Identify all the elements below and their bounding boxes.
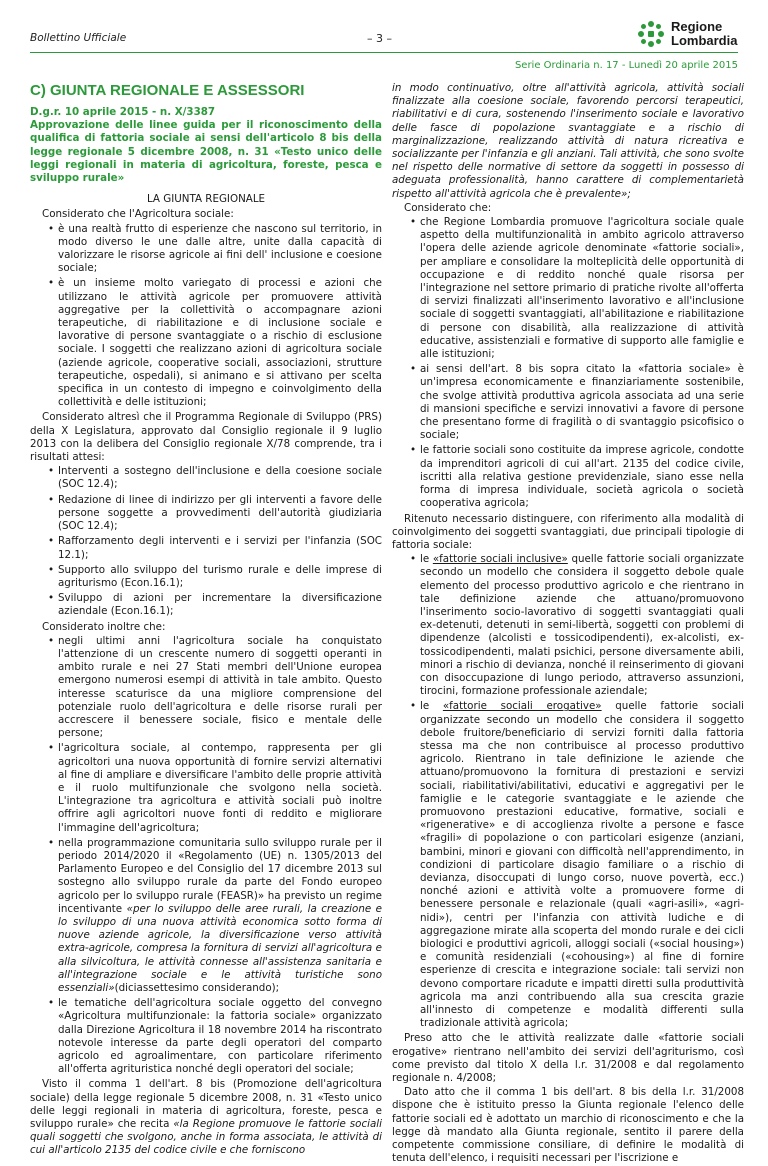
header-divider <box>30 52 738 53</box>
quoted-text: «la Regione promuove le fattorie sociali quali soggetti che svolgono, anche in forma associata, le attività di cui all'articolo 2135 del codice civile e che forniscono <box>30 1118 383 1157</box>
list-item: • le «fattorie sociali erogative» quelle fattorie sociali organizzate secondo un modello che considera il soggetto debole fruitore/beneficiario di servizi forniti dalla fattoria stessa ma che non contribuisce al processo produttivo agricolo. Rientrano in tale definizione le aziende che attuano/promuovono la fornitura di prestazioni e servizi sociali, riabilitativi/abilitativi, educativi e aggregativi per le famiglie e le categorie svantaggiate e le aziende che promuovono prestazioni educative, formative, sociali e «rigenerative» e di accoglienza rivolte a persone e fasce «fragili» di popolazione o con particolari esigenze (anziani, bambini, minori e giovani con difficoltà nell'apprendimento, in condizioni di particolare disagio familiare o a rischio di devianza, disoccupati di lungo corso, nuove povertà, ecc.) nonché azioni e attività volte a promuovere forme di benessere personale e relazionale (quali «agri-asili», «agri-nidi»), centri per l'infanzia con attività ludiche e di aggregazione mirate alla scoperta del mondo rurale e dei cicli biologici e produttivi agricoli, alloggi sociali («social housing») e comunità residenziali («cohousing») al fine di fornire esperienze di crescita e integrazione sociale: tali servizi non devono comportare ricadute e impatti diretti sulla produttività agricola ma anzi contribuendo alla sua crescita grazie all'innesto di competenze e modalità differenti sulla tradizionale attività agricola; <box>420 700 744 1030</box>
list-item: • che Regione Lombardia promuove l'agricoltura sociale quale aspetto della multifunzionalità in ambito agricolo attraverso l'opera delle aziende agricole denominate «fattorie sociali», per ampliare e consolidare la molteplicità delle opportunità di occupazione e di reddito nonché quale risorsa per l'integrazione nel settore primario di pratiche rivolte all'offerta di servizi finalizzati all'inserimento lavorativo e all'inclusione sociale di soggetti svantaggiati, all'abilitazione e riabilitazione di persone con disabilità, alla realizzazione di attività educative, assistenziali e formative di supporto alle famiglie e alle istituzioni; <box>420 216 744 361</box>
regione-lombardia-logo <box>637 20 747 56</box>
bullet-list <box>30 223 382 410</box>
paragraph: Dato atto che il comma 1 bis dell'art. 8 bis della l.r. 31/2008 dispone che è istituito presso la Giunta regionale l'elenco delle fattorie sociali ed è adottato un marchio di riconoscimento e che la legge dà mandato alla Giunta regionale, sentito il parere della competente commissione consiliare, di definire le modalità di tenuta dell'elenco, i requisiti necessari per l'iscrizione e <box>392 1086 744 1165</box>
page-number: – 3 – <box>367 32 392 45</box>
publication-name: Bollettino Ufficiale <box>30 32 127 44</box>
text-run: (diciassettesimo considerando); <box>114 982 280 994</box>
logo-line1: Regione <box>671 19 723 34</box>
list-item: • è una realtà frutto di esperienze che nascono sul territorio, in modo diverso le une dalle altre, unite dalla capacità di valorizzare le risorse agricole ai fini dell' inclusione e coesione sociale; <box>58 223 382 276</box>
paragraph: Considerato altresì che il Programma Regionale di Sviluppo (PRS) della X Legislatura, approvato dal Consiglio regionale il 9 luglio 2013 con la delibera del Consiglio regionale X/78 comprende, tra i risultati attesi: <box>30 411 382 464</box>
paragraph: Preso atto che le attività realizzate dalle «fattorie sociali erogative» rientrano nell'ambito dei servizi dell'agriturismo, così come previsto dal titolo X della l.r. 31/2008 e dal regolamento regionale n. 4/2008; <box>392 1032 744 1085</box>
dgr-reference: D.g.r. 10 aprile 2015 - n. X/3387 <box>30 106 216 118</box>
series-line: Serie Ordinaria n. 17 - Lunedì 20 aprile 2015 <box>514 60 738 71</box>
paragraph: Ritenuto necessario distinguere, con riferimento alla modalità di coinvolgimento dei soggetti svantaggiati, due principali tipologie di fattoria sociale: <box>392 512 744 551</box>
list-item: • ai sensi dell'art. 8 bis sopra citato la «fattoria sociale» è un'impresa economicamente e finanziariamente sostenibile, che svolge attività produttiva agricola associata ad una serie di mansioni specifiche e servizi innovativi a favore di persone che presentano forme di fragilità o di svantaggio psicofisico o sociale; <box>420 363 744 442</box>
paragraph <box>30 1078 382 1157</box>
bullet-list <box>392 216 744 510</box>
list-item: • Interventi a sostegno dell'inclusione e della coesione sociale (SOC 12.4); <box>58 465 382 491</box>
list-item: • Rafforzamento degli interventi e i servizi per l'infanzia (SOC 12.1); <box>58 535 382 561</box>
body-heading: LA GIUNTA REGIONALE <box>146 193 266 206</box>
quoted-text: «per lo sviluppo delle aree rurali, la creazione e lo sviluppo di una nuova attività economica sotto forma di nuove aziende agricole, la diversificazione verso attività extra-agricole, compresa la fornitura di servizi all'agricoltura e alla silvicoltura, le attività connesse all'assistenza sanitaria e all'integrazione sociale e le attività turistiche sono essenziali» <box>58 902 382 994</box>
bullet-list <box>30 635 382 1077</box>
section-title: C) GIUNTA REGIONALE E ASSESSORI <box>30 82 305 99</box>
paragraph: Considerato inoltre che: <box>42 620 166 633</box>
page-header <box>0 0 768 80</box>
list-item: • le «fattorie sociali inclusive» quelle fattorie sociali organizzate secondo un modello che considera il soggetto debole quale elemento del processo produttivo agricolo e che rientrano in tale definizione aziende che attuano/promuovono l'inserimento socio-lavorativo di soggetti svantaggiati quali ex-detenuti, detenuti in semi-libertà, soggetti con problemi di dipendenze (alcolisti e tossicodipendenti), ex-alcolisti, ex-tossicodipendenti, malati psichici, persone diversamente abili, minori a rischio di devianza, nonché il reinserimento di giovani con disoccupazione di lungo periodo, attraverso assunzioni, tirocini, formazione professionale aziendale; <box>420 553 744 698</box>
rose-camuna-icon <box>637 20 665 48</box>
right-column <box>392 82 744 1166</box>
logo-line2: Lombardia <box>671 33 738 48</box>
bullet-list <box>392 553 744 1030</box>
bullet-list <box>30 465 382 618</box>
paragraph: Considerato che: <box>404 201 492 214</box>
term-link: «fattorie sociali erogative» <box>442 700 602 713</box>
quoted-text: in modo continuativo, oltre all'attività agricola, attività sociali finalizzate alla coesione sociale, favorendo percorsi terapeutici, riabilitativi e di cura, sostenendo l'inserimento sociale e lavorativo delle fasce di popolazione svantaggiate e a rischio di marginalizzazione, realizzando attività di natura ricreativa e socializzante per l'infanzia e gli anziani. Tali attività, che sono svolte nel rispetto delle normative di settore da soggetti in possesso di adeguata professionalità, hanno carattere di complementarietà rispetto all'attività agricola che è prevalente»; <box>392 82 744 200</box>
paragraph: Considerato che l'Agricoltura sociale: <box>42 208 234 221</box>
text-run: Visto il comma 1 dell'art. 8 bis (Promozione dell'agricoltura sociale) della legge regionale 5 dicembre 2008, n. 31 «Testo unico delle leggi regionali in materia di agricoltura, foreste, pesca e sviluppo rurale» che recita <box>30 1078 382 1131</box>
text-run: nella programmazione comunitaria sullo sviluppo rurale per il periodo 2014/2020 il «Regolamento (UE) n. 1305/2013 del Parlamento Europeo e del Consiglio del 17 dicembre 2013 sul sostegno allo sviluppo rurale da parte del Fondo europeo agricolo per lo sviluppo rurale (FEASR)» ha previsto un regime incentivante <box>58 836 382 915</box>
text-run: quelle fattorie sociali organizzate secondo un modello che considera il soggetto debole quale elemento del processo produttivo agricolo e che rientrano in tale definizione aziende che attuano/promuovono l'inserimento socio-lavorativo di soggetti svantaggiati quali ex-detenuti, detenuti in semi-libertà, soggetti con problemi di dipendenze (alcolisti e tossicodipendenti), ex-alcolisti, ex-tossicodipendenti, malati psichici, persone diversamente abili, minori a rischio di devianza, nonché il reinserimento di giovani con disoccupazione di lungo periodo, attraverso assunzioni, tirocini, formazione professionale aziendale; <box>420 553 744 698</box>
dgr-title: Approvazione delle linee guida per il riconoscimento della qualifica di fattoria sociale ai sensi dell'articolo 8 bis della legge regionale 5 dicembre 2008, n. 31 «Testo unico delle leggi regionali in materia di agricoltura, foreste, pesca e sviluppo rurale» <box>30 119 382 185</box>
list-item: • l'agricoltura sociale, al contempo, rappresenta per gli agricoltori una nuova opportunità di fornire servizi alternativi al fine di ampliare e diversificare l'ambito delle proprie attività e il ruolo multifunzionale che svolgono nella società. L'integrazione tra agricoltura e attività sociali può inoltre offrire agli agricoltori nuove fonti di reddito e migliorare l'immagine dell'agricoltura; <box>58 742 382 834</box>
left-column <box>30 82 382 1159</box>
list-item: • è un insieme molto variegato di processi e azioni che utilizzano le attività agricole per promuovere attività aggregative per la collettività o accompagnare azioni terapeutiche, di riabilitazione e di inclusione sociale e lavorative di persone svantaggiate o a rischio di esclusione sociale. I soggetti che realizzano azioni di agricoltura sociale (aziende agricole, cooperative sociali, associazioni, strutture terapeutiche, ospedali), si animano e si attivano per scelta specifica in un contesto di impegno e coinvolgimento della collettività e delle istituzioni; <box>58 277 382 409</box>
list-item: • le tematiche dell'agricoltura sociale oggetto del convegno «Agricoltura multifunzionale: la fattoria sociale» organizzato dalla Direzione Agricoltura il 18 novembre 2014 ha riscontrato notevole interesse da parte degli operatori del comparto agricolo ed agroalimentare, con particolare riferimento all'offerta agrituristica nonché degli operatori del sociale; <box>58 997 382 1076</box>
list-item: • Supporto allo sviluppo del turismo rurale e delle imprese di agriturismo (Econ.16.1); <box>58 564 382 590</box>
list-item: • Redazione di linee di indirizzo per gli interventi a favore delle persone soggette a provvedimenti dell'autorità giudiziaria (SOC 12.4); <box>58 494 382 534</box>
list-item: • le fattorie sociali sono costituite da imprese agricole, condotte da imprenditori agricoli di cui all'art. 2135 del codice civile, iscritti alla relativa gestione previdenziale, siano esse nella forma di impresa individuale, società agricola o società cooperativa agricola; <box>420 444 744 510</box>
list-item: • Sviluppo di azioni per incrementare la diversificazione aziendale (Econ.16.1); <box>58 592 382 618</box>
text-run: quelle fattorie sociali organizzate secondo un modello che considera il soggetto debole fruitore/beneficiario di servizi forniti dalla fattoria stessa ma che non contribuisce al processo produttivo agricolo. Rientrano in tale definizione le aziende che attuano/promuovono la fornitura di prestazioni e servizi sociali, riabilitativi/abilitativi, educativi e aggregativi per le famiglie e le categorie svantaggiate e le aziende che promuovono prestazioni educative, formative, sociali e «rigenerative» e di accoglienza rivolte a persone e fasce «fragili» di popolazione o con particolari esigenze (anziani, bambini, minori e giovani con difficoltà nell'apprendimento, in condizioni di particolare disagio familiare o a rischio di devianza, disoccupati di lungo corso, nuove povertà, ecc.) nonché azioni e attività volte a promuovere forme di benessere personale e relazionale (quali «agri-asili», «agri-nidi»), centri per l'infanzia con attività ludiche e di aggregazione mirate alla scoperta del mondo rurale e dei cicli biologici e produttivi agricoli, alloggi sociali («social housing») e comunità residenziali («cohousing») al fine di fornire esperienze di crescita e integrazione sociale: tali servizi non devono comportare ricadute e impatti diretti sulla produttività agricola ma anzi contribuendo alla sua crescita grazie all'innesto di competenze e modalità differenti sulla tradizionale attività agricola; <box>420 700 745 1030</box>
term-link: «fattorie sociali inclusive» <box>432 553 568 566</box>
list-item: • negli ultimi anni l'agricoltura sociale ha conquistato l'attenzione di un crescente numero di soggetti operanti in ambito rurale e nei 27 Stati membri dell'Unione europea emergono numerosi esempi di attività in tale ambito. Questo interesse scaturisce da una migliore comprensione del potenziale ruolo dell'agricoltura e delle risorse rurali per accrescere il benessere sociale, fisico e mentale delle persone; <box>58 635 382 741</box>
logo-text <box>671 20 737 48</box>
list-item <box>58 837 382 995</box>
